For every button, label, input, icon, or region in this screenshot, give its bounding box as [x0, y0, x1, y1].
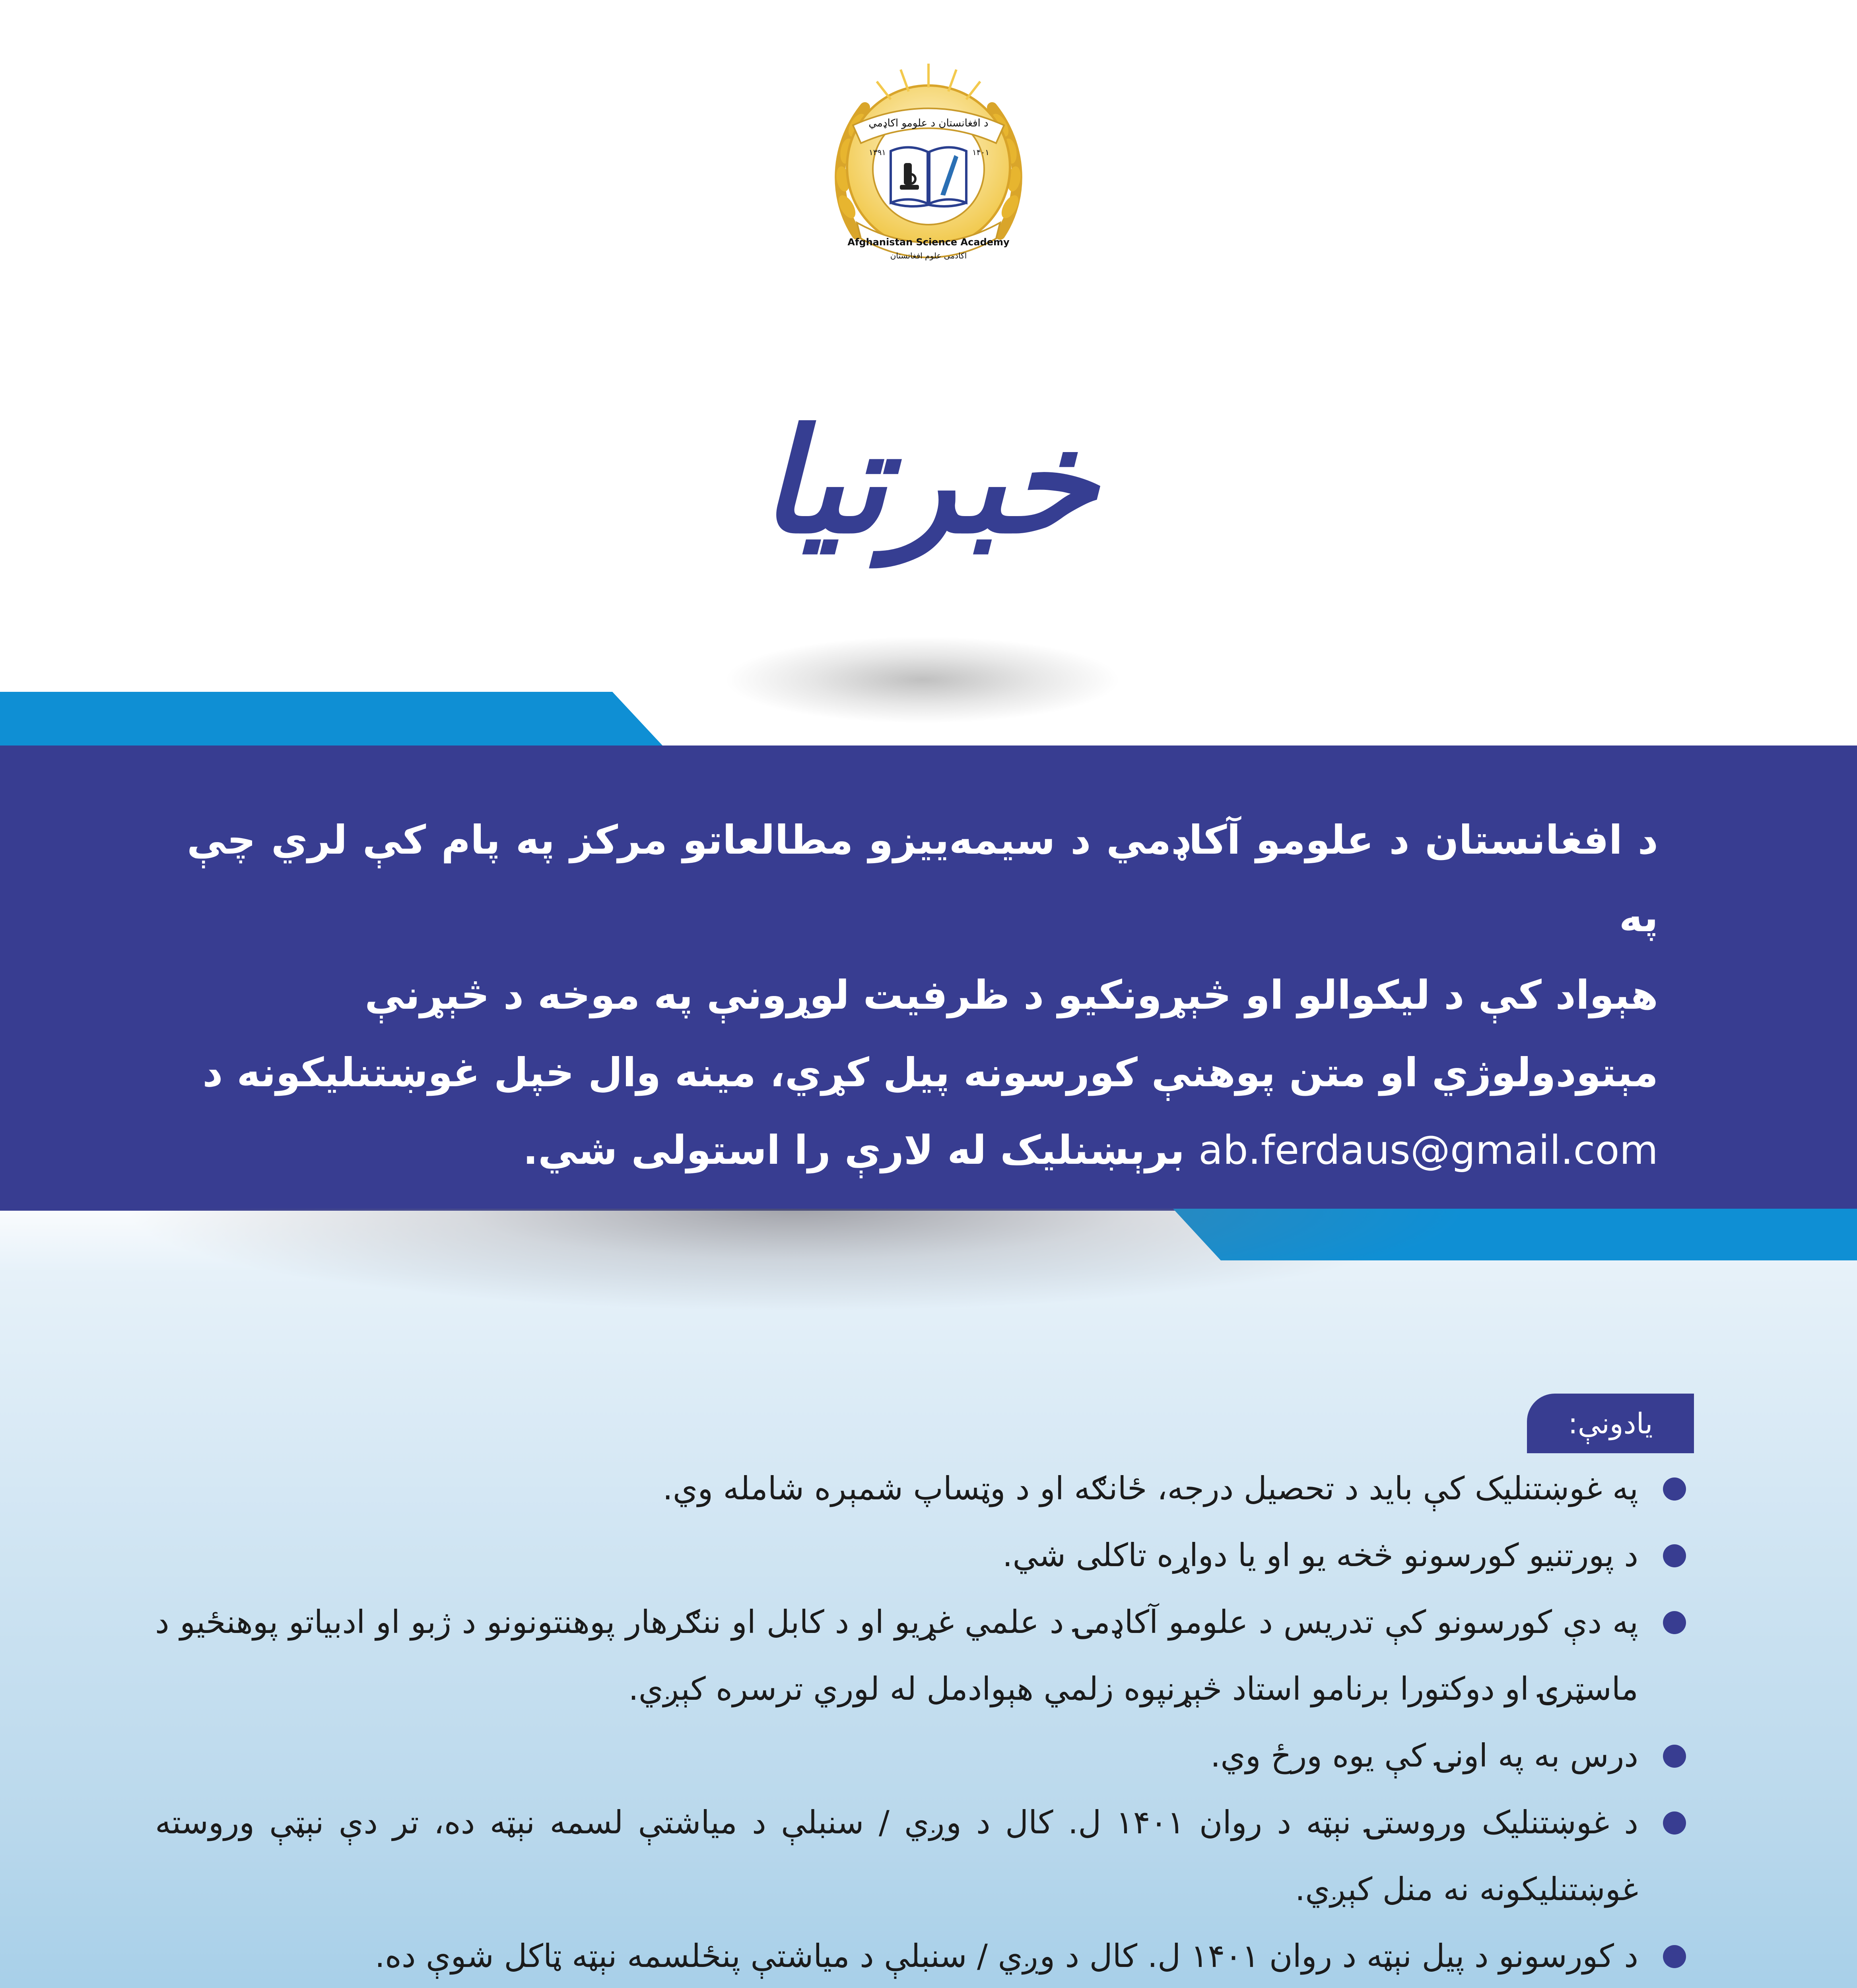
- list-item: [155, 1722, 1686, 1789]
- list-item: [155, 1589, 1686, 1722]
- list-item: [155, 1923, 1686, 1988]
- note-text: د پورتنیو کورسونو څخه یو او یا دواړه تاکلی شي.: [1002, 1537, 1638, 1574]
- list-item: [155, 1455, 1686, 1522]
- note-text: په دې کورسونو کې تدریس د علومو آکاډمۍ د علمي غړیو او د کابل او ننګرهار پوهنتونونو د ژبو او ادبیاتو پوهنځیو د ماسټرۍ او دوکتورا برنامو استاد څېړنپوه زلمي هېوادمل له لوري ترسره کېږي.: [155, 1604, 1638, 1707]
- bullet-icon: [1663, 1544, 1686, 1567]
- intro-line: مېتودولوژي او متن پوهنې کورسونه پیل کړي، مینه وال خپل غوښتنلیکونه د: [202, 1049, 1658, 1096]
- logo-ribbon-text: Afghanistan Science Academy: [847, 237, 1010, 248]
- logo-year-left: ۱۳۹۱: [869, 148, 886, 157]
- academy-logo: [809, 48, 1048, 286]
- note-text: درس به په اونۍ کې یوه ورځ وي.: [1210, 1737, 1638, 1774]
- note-text: د کورسونو د پیل نېټه د روان ۱۴۰۱ ل. کال د وږي / سنبلې د میاشتې پنځلسمه نېټه ټاکل شوې ده.: [375, 1938, 1638, 1974]
- bullet-icon: [1663, 1611, 1686, 1634]
- note-text: په غوښتنلیک کې باید د تحصیل درجه، ځانګه او د وټساپ شمېره شامله وي.: [662, 1470, 1638, 1507]
- logo-year-right: ۱۴۰۱: [972, 148, 989, 157]
- list-item: [155, 1522, 1686, 1589]
- intro-line-last: [187, 1111, 1658, 1189]
- bullet-icon: [1663, 1477, 1686, 1501]
- intro-text: [187, 801, 1658, 1189]
- logo-arc-text-bottom: اکادمی علوم افغانستان: [890, 251, 967, 260]
- intro-last-line-rest: برېښنلیک له لارې را استولی شي.: [523, 1127, 1185, 1173]
- notes-list: [155, 1455, 1686, 1988]
- intro-line: د افغانستان د علومو آکاډمي د سیمه‌ییزو مطالعاتو مرکز په پام کې لري چې په: [187, 817, 1658, 941]
- email-link[interactable]: ab.ferdaus@gmail.com: [1199, 1127, 1658, 1173]
- banner-accent-top: [0, 692, 676, 751]
- intro-line: هېواد کې د لیکوالو او څېړونکیو د ظرفیت لوړونې په موخه د څېړنې: [365, 972, 1658, 1018]
- banner-shadow: [119, 1209, 1471, 1312]
- notes-title-badge: یادونې:: [1527, 1394, 1694, 1453]
- bullet-icon: [1663, 1945, 1686, 1968]
- list-item: [155, 1789, 1686, 1923]
- headline: خبرتیا: [760, 397, 1097, 565]
- bullet-icon: [1663, 1745, 1686, 1768]
- logo-arc-text-top: د افغانستان د علومو اکاډمي: [868, 117, 989, 129]
- bullet-icon: [1663, 1811, 1686, 1835]
- note-text: د غوښتنلیک وروستۍ نېټه د روان ۱۴۰۱ ل. کال د وږي / سنبلې د میاشتې لسمه نېټه ده، تر دې نېټې وروسته غوښتنلیکونه نه منل کېږي.: [155, 1804, 1639, 1908]
